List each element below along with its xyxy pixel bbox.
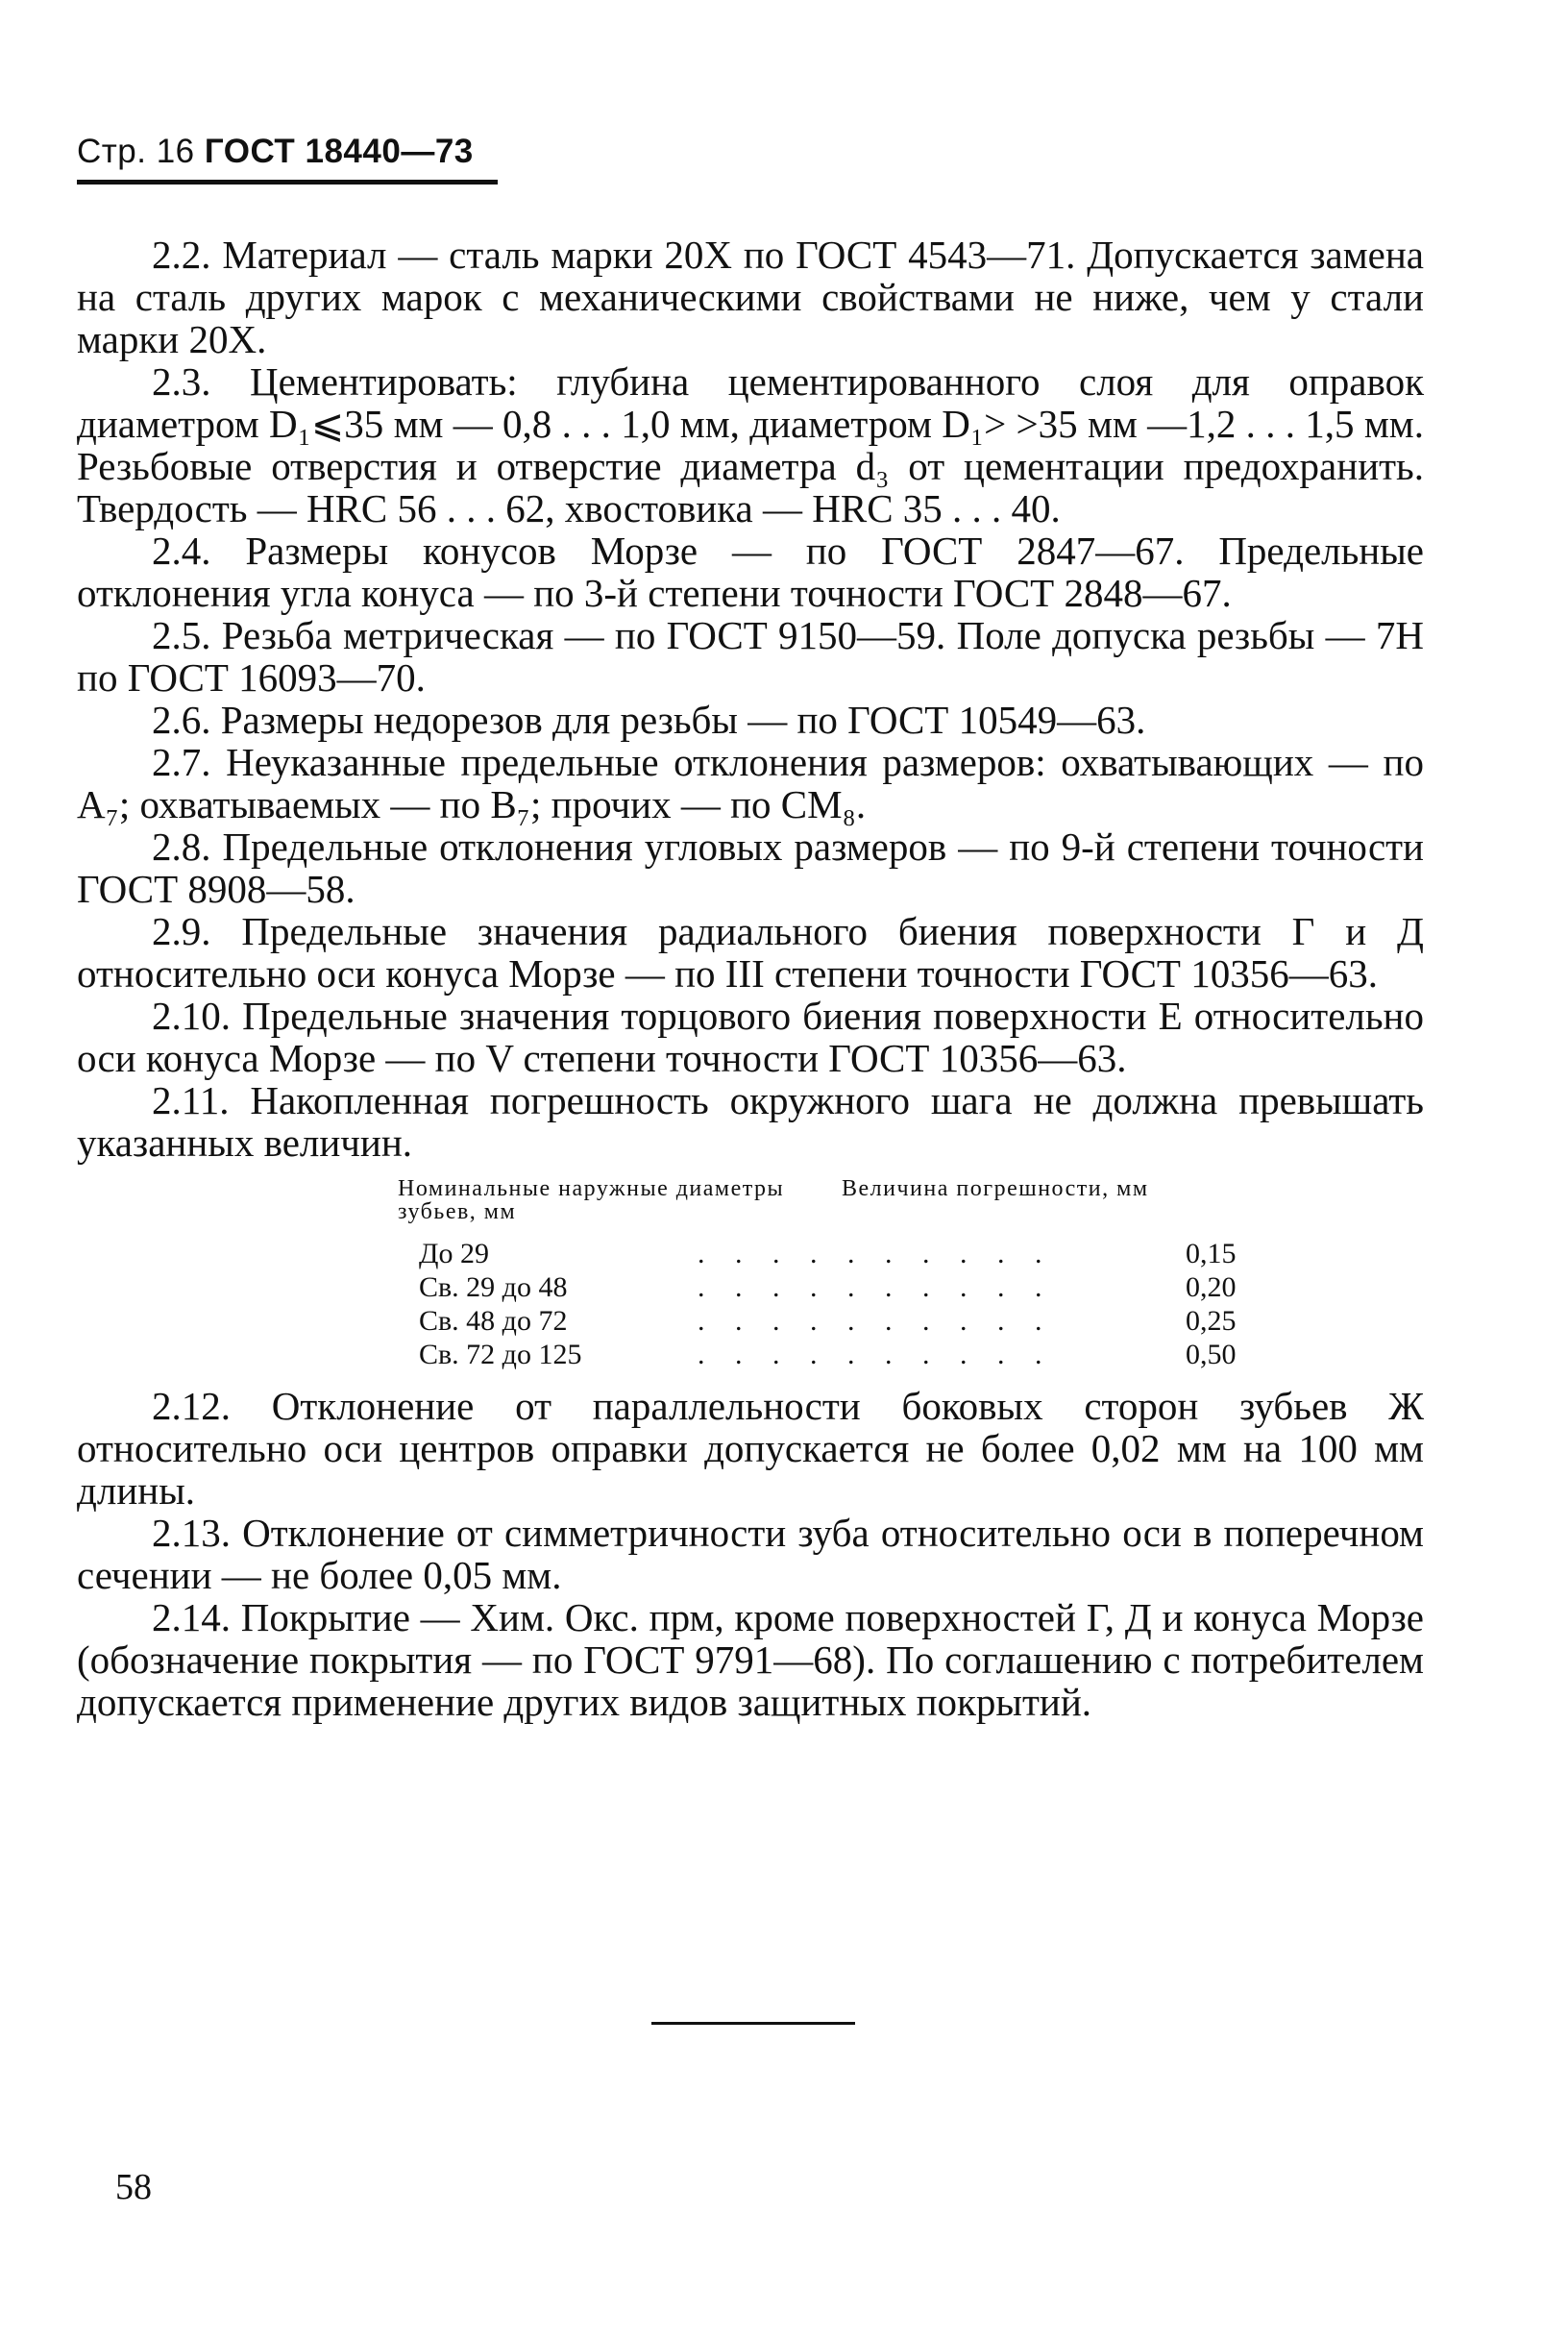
page-label: Стр. 16 — [77, 133, 195, 170]
paragraph-2-14: 2.14. Покрытие — Хим. Окс. прм, кроме поверхностей Г, Д и конуса Морзе (обозначение покрытия — по ГОСТ 9791—68). По соглашению с потребителем допускается применение других видов защитных покрытий. — [77, 1595, 1424, 1724]
leader-dots: . . . . . . . . . . — [698, 1339, 1054, 1370]
paragraph-2-8: 2.8. Предельные отклонения угловых размеров — по 9-й степени точности ГОСТ 8908—58. — [77, 825, 1424, 911]
paragraph-2-11: 2.11. Накопленная погрешность окружного шага не должна превышать указанных величин. — [77, 1078, 1424, 1165]
diameter-cell: До 29 — [419, 1238, 489, 1269]
table-row — [342, 1237, 1293, 1270]
paragraph-2-3: 2.3. Цементировать: глубина цементированного слоя для оправок диаметром D₁⩽35 мм — 0,8 . . . 1,0 мм, диаметром D₁> >35 мм —1,2 . . . 1,5 мм. Резьбовые отверстия и отверстие диаметра d₃ от цементации предохранить. Твердость — HRC 56 . . . 62, хвостовика — HRC 35 . . . 40. — [77, 359, 1424, 530]
error-cell: 0,25 — [1186, 1305, 1237, 1337]
page-header — [77, 133, 474, 171]
paragraph-2-13: 2.13. Отклонение от симметричности зуба относительно оси в поперечном сечении — не более 0,05 мм. — [77, 1511, 1424, 1597]
paragraph-2-10: 2.10. Предельные значения торцового биения поверхности Е относительно оси конуса Морзе — по V степени точности ГОСТ 10356—63. — [77, 994, 1424, 1080]
diameter-cell: Св. 29 до 48 — [419, 1271, 568, 1303]
document-body — [77, 234, 1424, 1723]
table-row — [342, 1338, 1293, 1371]
error-cell: 0,15 — [1186, 1238, 1237, 1269]
paragraph-2-12: 2.12. Отклонение от параллельности боковых сторон зубьев Ж относительно оси центров оправки допускается не более 0,02 мм на 100 мм длины. — [77, 1384, 1424, 1513]
col-error-header: Величина погрешности, мм — [842, 1176, 1149, 1201]
paragraph-2-7: 2.7. Неуказанные предельные отклонения размеров: охватывающих — по А₇; охватываемых — по В₇; прочих — по СМ₈. — [77, 740, 1424, 826]
table-header — [342, 1173, 1293, 1237]
diameter-cell: Св. 48 до 72 — [419, 1305, 568, 1337]
section-end-rule — [651, 2022, 855, 2025]
error-cell: 0,20 — [1186, 1271, 1237, 1303]
leader-dots: . . . . . . . . . . — [698, 1305, 1054, 1337]
paragraph-2-5: 2.5. Резьба метрическая — по ГОСТ 9150—59. Поле допуска резьбы — 7Н по ГОСТ 16093—70. — [77, 613, 1424, 700]
table-row — [342, 1270, 1293, 1304]
leader-dots: . . . . . . . . . . — [698, 1238, 1054, 1269]
page-number: 58 — [115, 2167, 152, 2207]
leader-dots: . . . . . . . . . . — [698, 1271, 1054, 1303]
paragraph-2-6: 2.6. Размеры недорезов для резьбы — по ГОСТ 10549—63. — [152, 698, 1146, 742]
error-cell: 0,50 — [1186, 1339, 1237, 1370]
col-diameter-header: Номинальные наружные диаметры зубьев, мм — [398, 1176, 785, 1224]
table-row — [342, 1304, 1293, 1338]
standard-code: ГОСТ 18440—73 — [204, 133, 474, 170]
paragraph-2-4: 2.4. Размеры конусов Морзе — по ГОСТ 2847—67. Предельные отклонения угла конуса — по 3-й степени точности ГОСТ 2848—67. — [77, 529, 1424, 615]
header-rule — [77, 180, 498, 185]
tolerance-table — [342, 1173, 1293, 1371]
paragraph-2-9: 2.9. Предельные значения радиального биения поверхности Г и Д относительно оси конуса Морзе — по III степени точности ГОСТ 10356—63. — [77, 909, 1424, 996]
diameter-cell: Св. 72 до 125 — [419, 1339, 582, 1370]
paragraph-2-2: 2.2. Материал — сталь марки 20Х по ГОСТ 4543—71. Допускается замена на сталь других марок с механическими свойствами не ниже, чем у стали марки 20Х. — [77, 233, 1424, 361]
